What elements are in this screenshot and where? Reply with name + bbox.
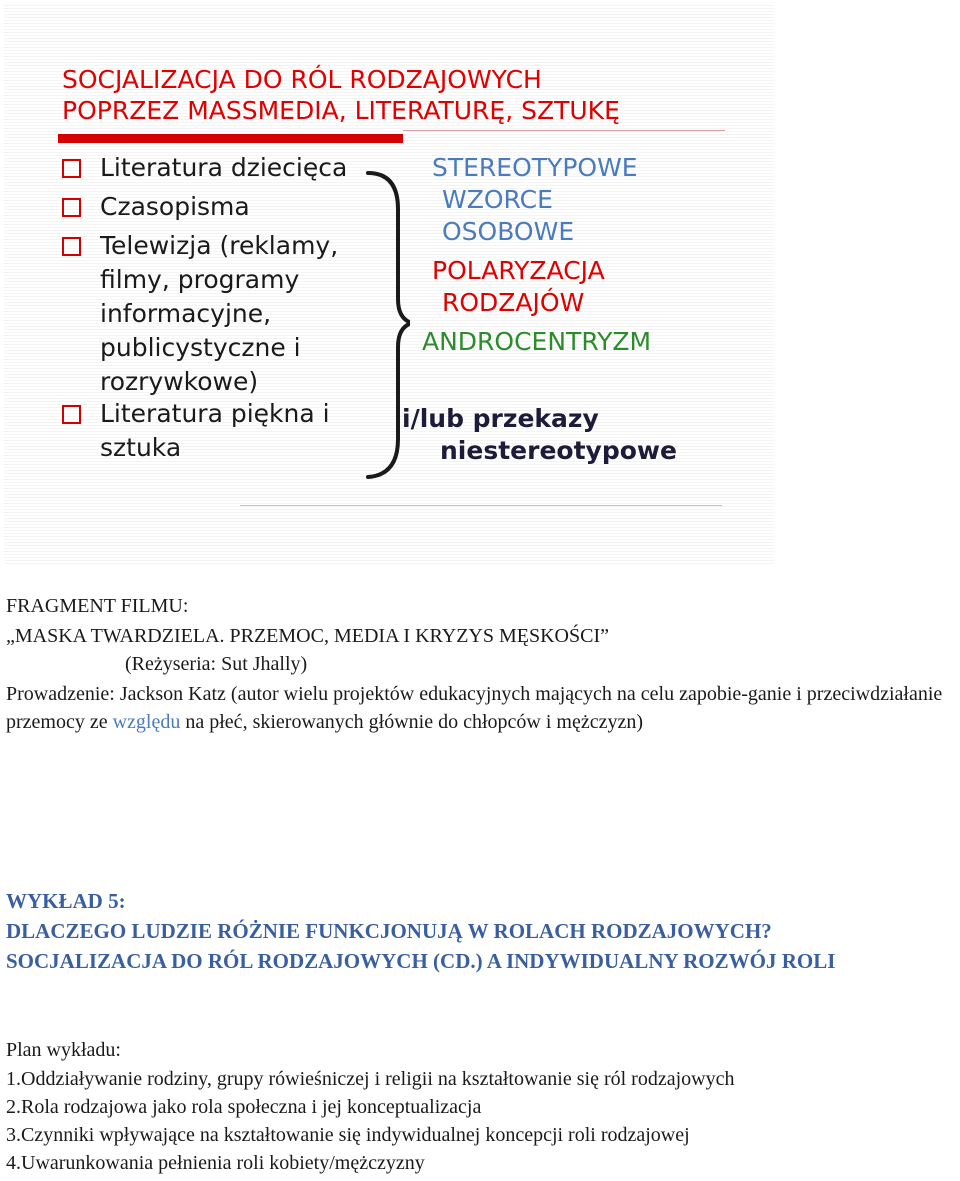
plan-label: Plan wykładu: <box>6 1039 121 1061</box>
bullet-item-television: Telewizja (reklamy, filmy, programy informacyjne, publicystyczne i rozrywkowe) <box>62 229 372 399</box>
label-polaryzacja: POLARYZACJA <box>432 256 605 285</box>
lecture-heading-number: WYKŁAD 5: <box>6 889 126 913</box>
checkbox-bullet-icon <box>62 405 81 424</box>
film-description: Prowadzenie: Jackson Katz (autor wielu projektów edukacyjnych mających na celu zapobie-ganie i przeciwdziałanie przemocy ze względu na płeć, skierowanych głównie do chłopców i mężczyzn) <box>6 683 943 733</box>
label-ilub-przekazy: i/lub przekazy <box>402 404 599 433</box>
label-androcentryzm: ANDROCENTRYZM <box>422 327 652 356</box>
checkbox-bullet-icon <box>62 237 81 256</box>
label-stereotypowe: STEREOTYPOWE <box>432 153 638 182</box>
slide <box>4 4 774 564</box>
link-wzgledu[interactable]: względu <box>112 711 181 733</box>
slide-title-line-2: POPRZEZ MASSMEDIA, LITERATURĘ, SZTUKĘ <box>62 96 620 125</box>
slide-title <box>62 64 752 126</box>
film-director: (Reżyseria: Sut Jhally) <box>125 653 308 675</box>
title-underline-bar <box>58 134 403 143</box>
label-niestereotypowe: niestereotypowe <box>440 436 677 465</box>
plan-item: 1.Oddziaływanie rodziny, grupy rówieśniczej i religii na kształtowanie się ról rodzajowych <box>6 1068 735 1090</box>
label-wzorce: WZORCE <box>442 185 553 214</box>
checkbox-bullet-icon <box>62 159 81 178</box>
slide-bottom-divider <box>240 505 722 506</box>
checkbox-bullet-icon <box>62 198 81 217</box>
lecture-heading-question: DLACZEGO LUDZIE RÓŻNIE FUNKCJONUJĄ W ROLACH RODZAJOWYCH? <box>6 919 772 943</box>
plan-item: 4.Uwarunkowania pełnienia roli kobiety/mężczyzny <box>6 1152 425 1174</box>
label-rodzajow: RODZAJÓW <box>442 288 585 317</box>
curly-brace-icon <box>360 169 410 484</box>
plan-item: 3.Czynniki wpływające na kształtowanie się indywidualnej koncepcji roli rodzajowej <box>6 1124 690 1146</box>
lecture-heading-topic: SOCJALIZACJA DO RÓL RODZAJOWYCH (CD.) A INDYWIDUALNY ROZWÓJ ROLI <box>6 949 836 973</box>
film-title: „MASKA TWARDZIELA. PRZEMOC, MEDIA I KRYZYS MĘSKOŚCI” <box>6 625 609 647</box>
film-label: FRAGMENT FILMU: <box>6 595 189 617</box>
plan-item: 2.Rola rodzajowa jako rola społeczna i jej konceptualizacja <box>6 1096 482 1118</box>
slide-title-line-1: SOCJALIZACJA DO RÓL RODZAJOWYCH <box>62 65 542 94</box>
bullet-item-fine-literature-art: Literatura piękna i sztuka <box>62 397 372 465</box>
bullet-item-children-literature: Literatura dziecięca <box>62 151 372 185</box>
title-divider-line <box>403 130 725 131</box>
plan-list <box>6 1065 956 1177</box>
bullet-item-magazines: Czasopisma <box>62 190 372 224</box>
label-osobowe: OSOBOWE <box>442 217 575 246</box>
